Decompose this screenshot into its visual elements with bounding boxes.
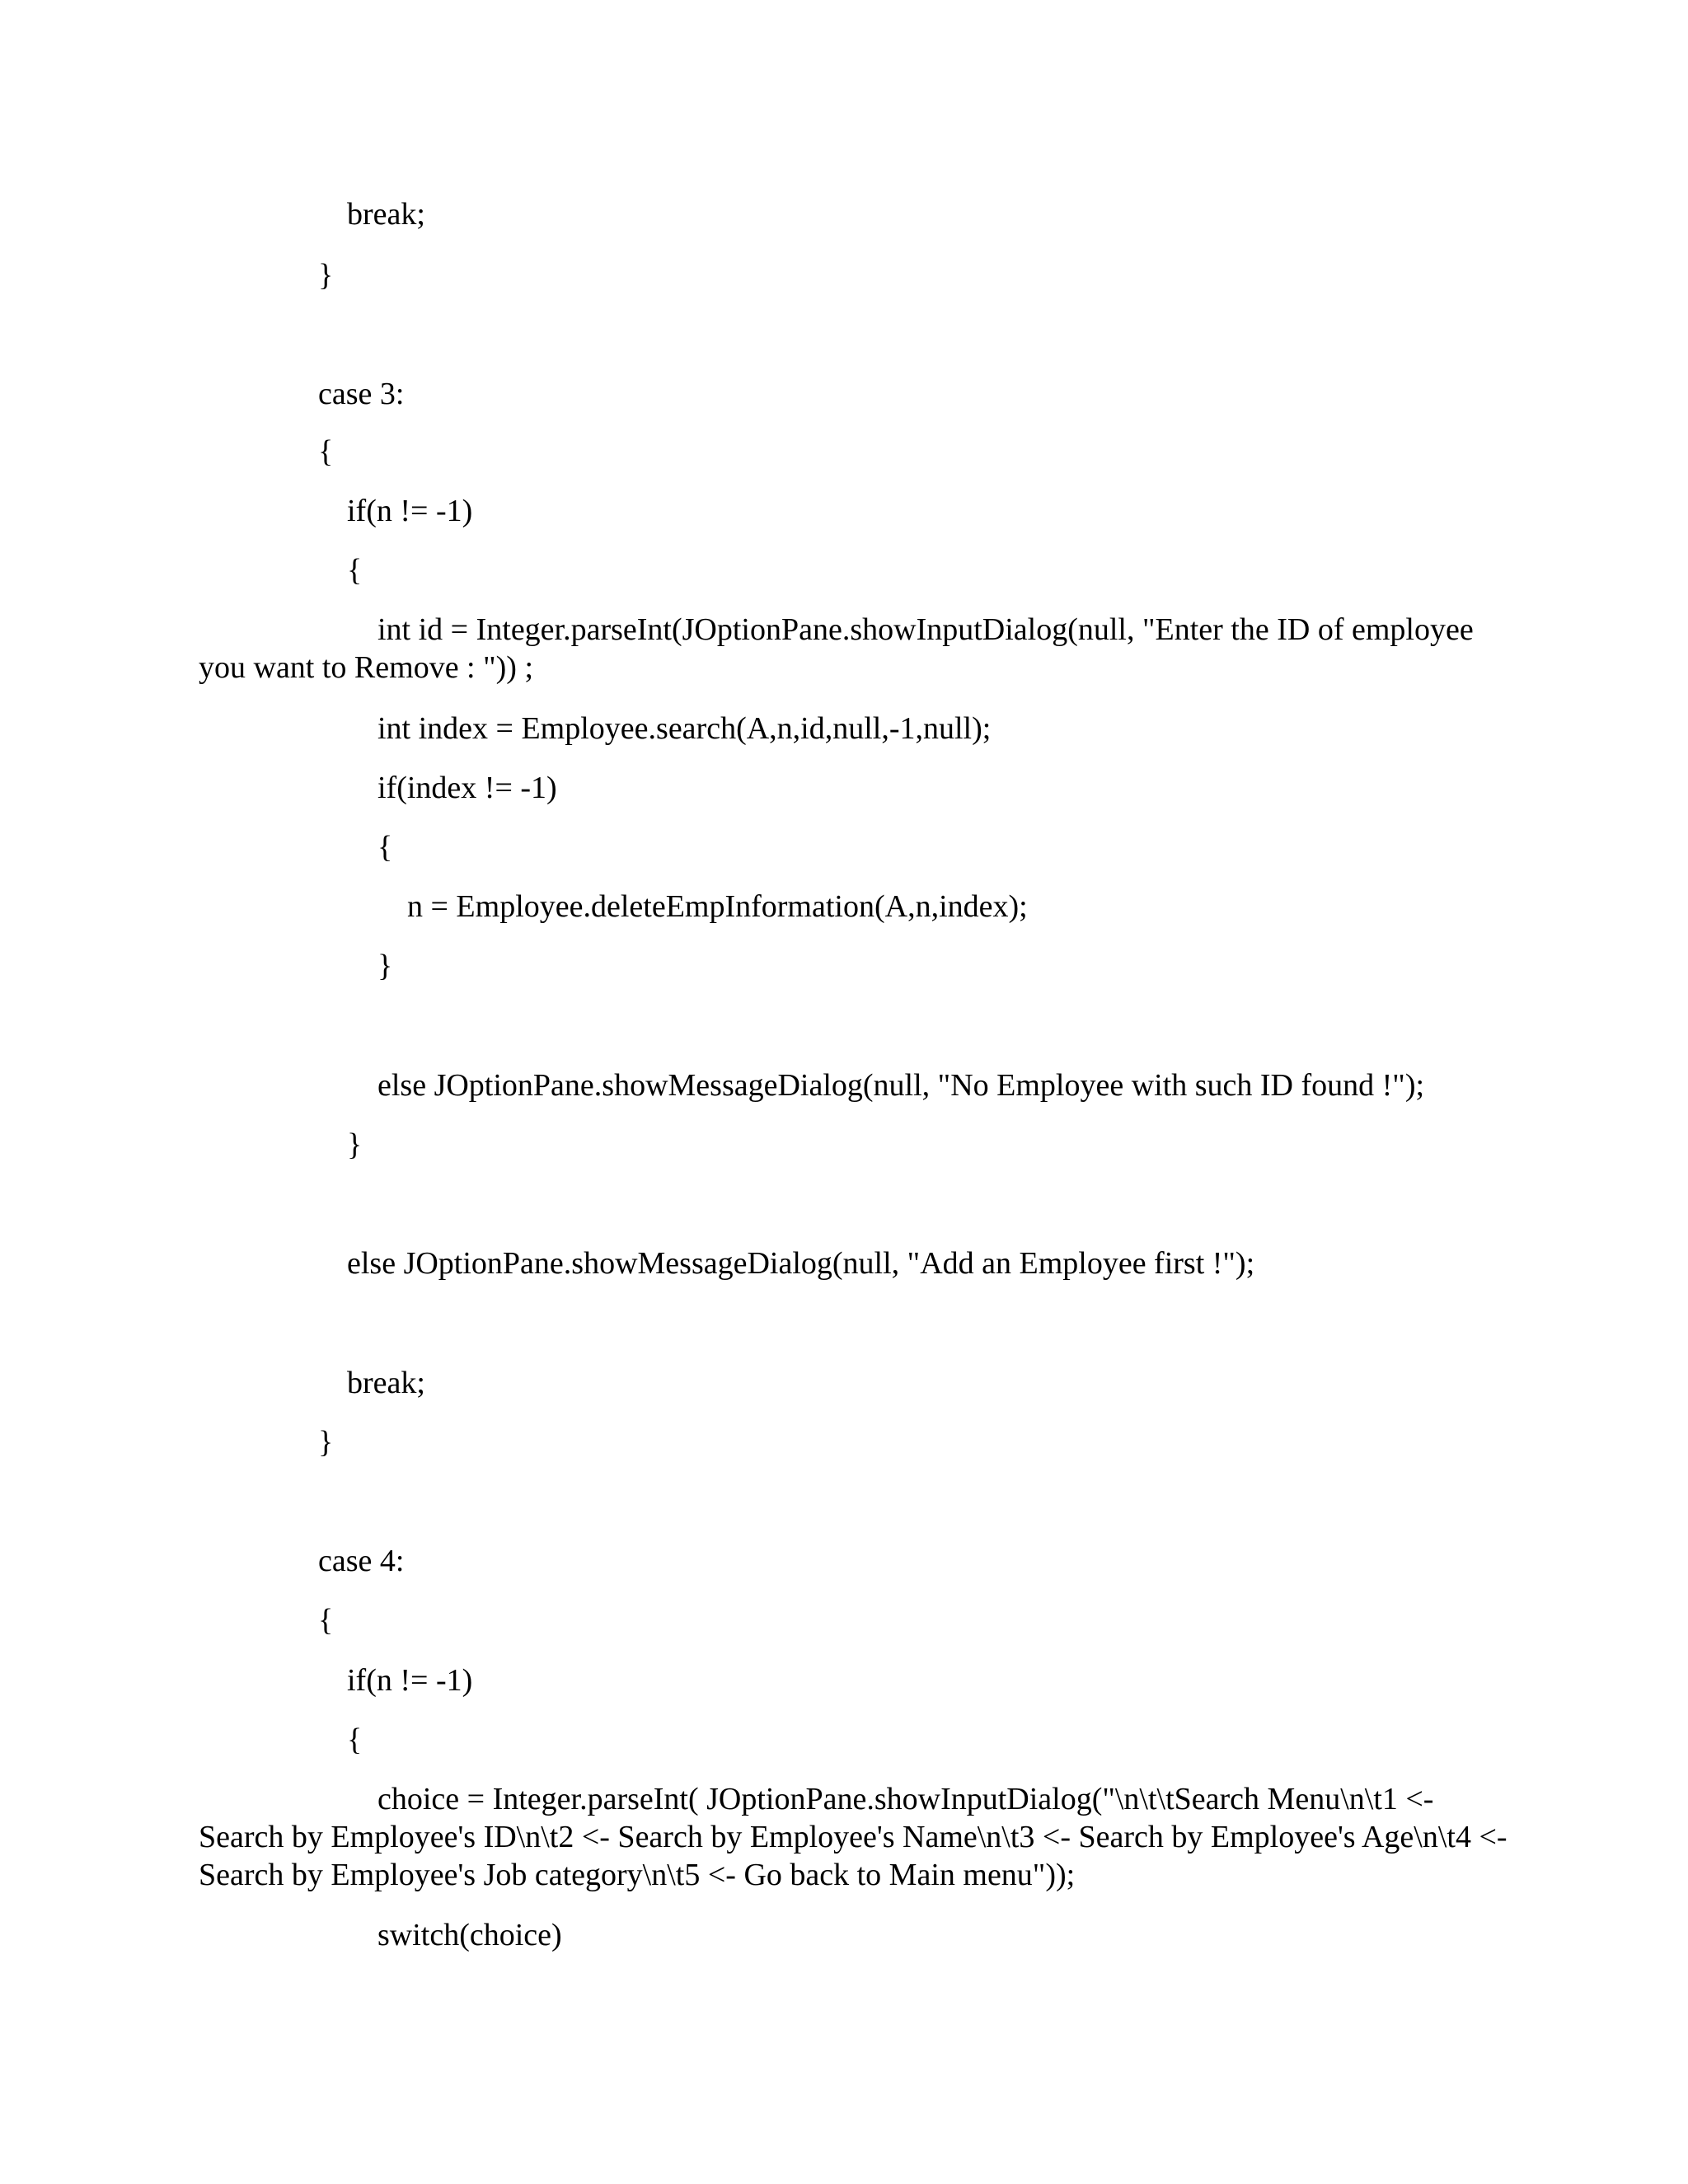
code-line: }	[377, 949, 393, 983]
code-line: choice = Integer.parseInt( JOptionPane.showInputDialog("\n\t\tSearch Menu\n\t1 <- Search by Employee's ID\n\t2 <- Search by Employee's Name\n\t3 <- Search by Employee's Age\n\t4 <- Search by Employee's Job category\n\t5 <- Go back to Main menu"));	[199, 1782, 1507, 1892]
code-line: }	[318, 1425, 334, 1460]
code-line: }	[318, 258, 334, 293]
code-line: switch(choice)	[377, 1918, 562, 1952]
code-line: else JOptionPane.showMessageDialog(null, "Add an Employee first !");	[347, 1246, 1255, 1281]
code-line: break;	[347, 1366, 425, 1400]
code-line: {	[377, 830, 393, 865]
code-line: case 4:	[318, 1544, 405, 1578]
code-line: if(n != -1)	[347, 1663, 473, 1698]
code-line: {	[318, 434, 334, 469]
code-line: int index = Employee.search(A,n,id,null,-1,null);	[377, 711, 992, 746]
code-line: case 3:	[318, 377, 405, 411]
code-line: break;	[347, 197, 425, 232]
code-line: int id = Integer.parseInt(JOptionPane.showInputDialog(null, "Enter the ID of employee you want to Remove : ")) ;	[199, 612, 1474, 685]
code-line: else JOptionPane.showMessageDialog(null, "No Employee with such ID found !");	[377, 1068, 1425, 1103]
code-line: }	[347, 1127, 363, 1162]
code-line: {	[318, 1603, 334, 1638]
code-line: n = Employee.deleteEmpInformation(A,n,index);	[407, 889, 1028, 924]
code-line: {	[347, 553, 363, 588]
code-line: if(index != -1)	[377, 771, 557, 805]
code-line: if(n != -1)	[347, 494, 473, 528]
code-line: {	[347, 1722, 363, 1757]
